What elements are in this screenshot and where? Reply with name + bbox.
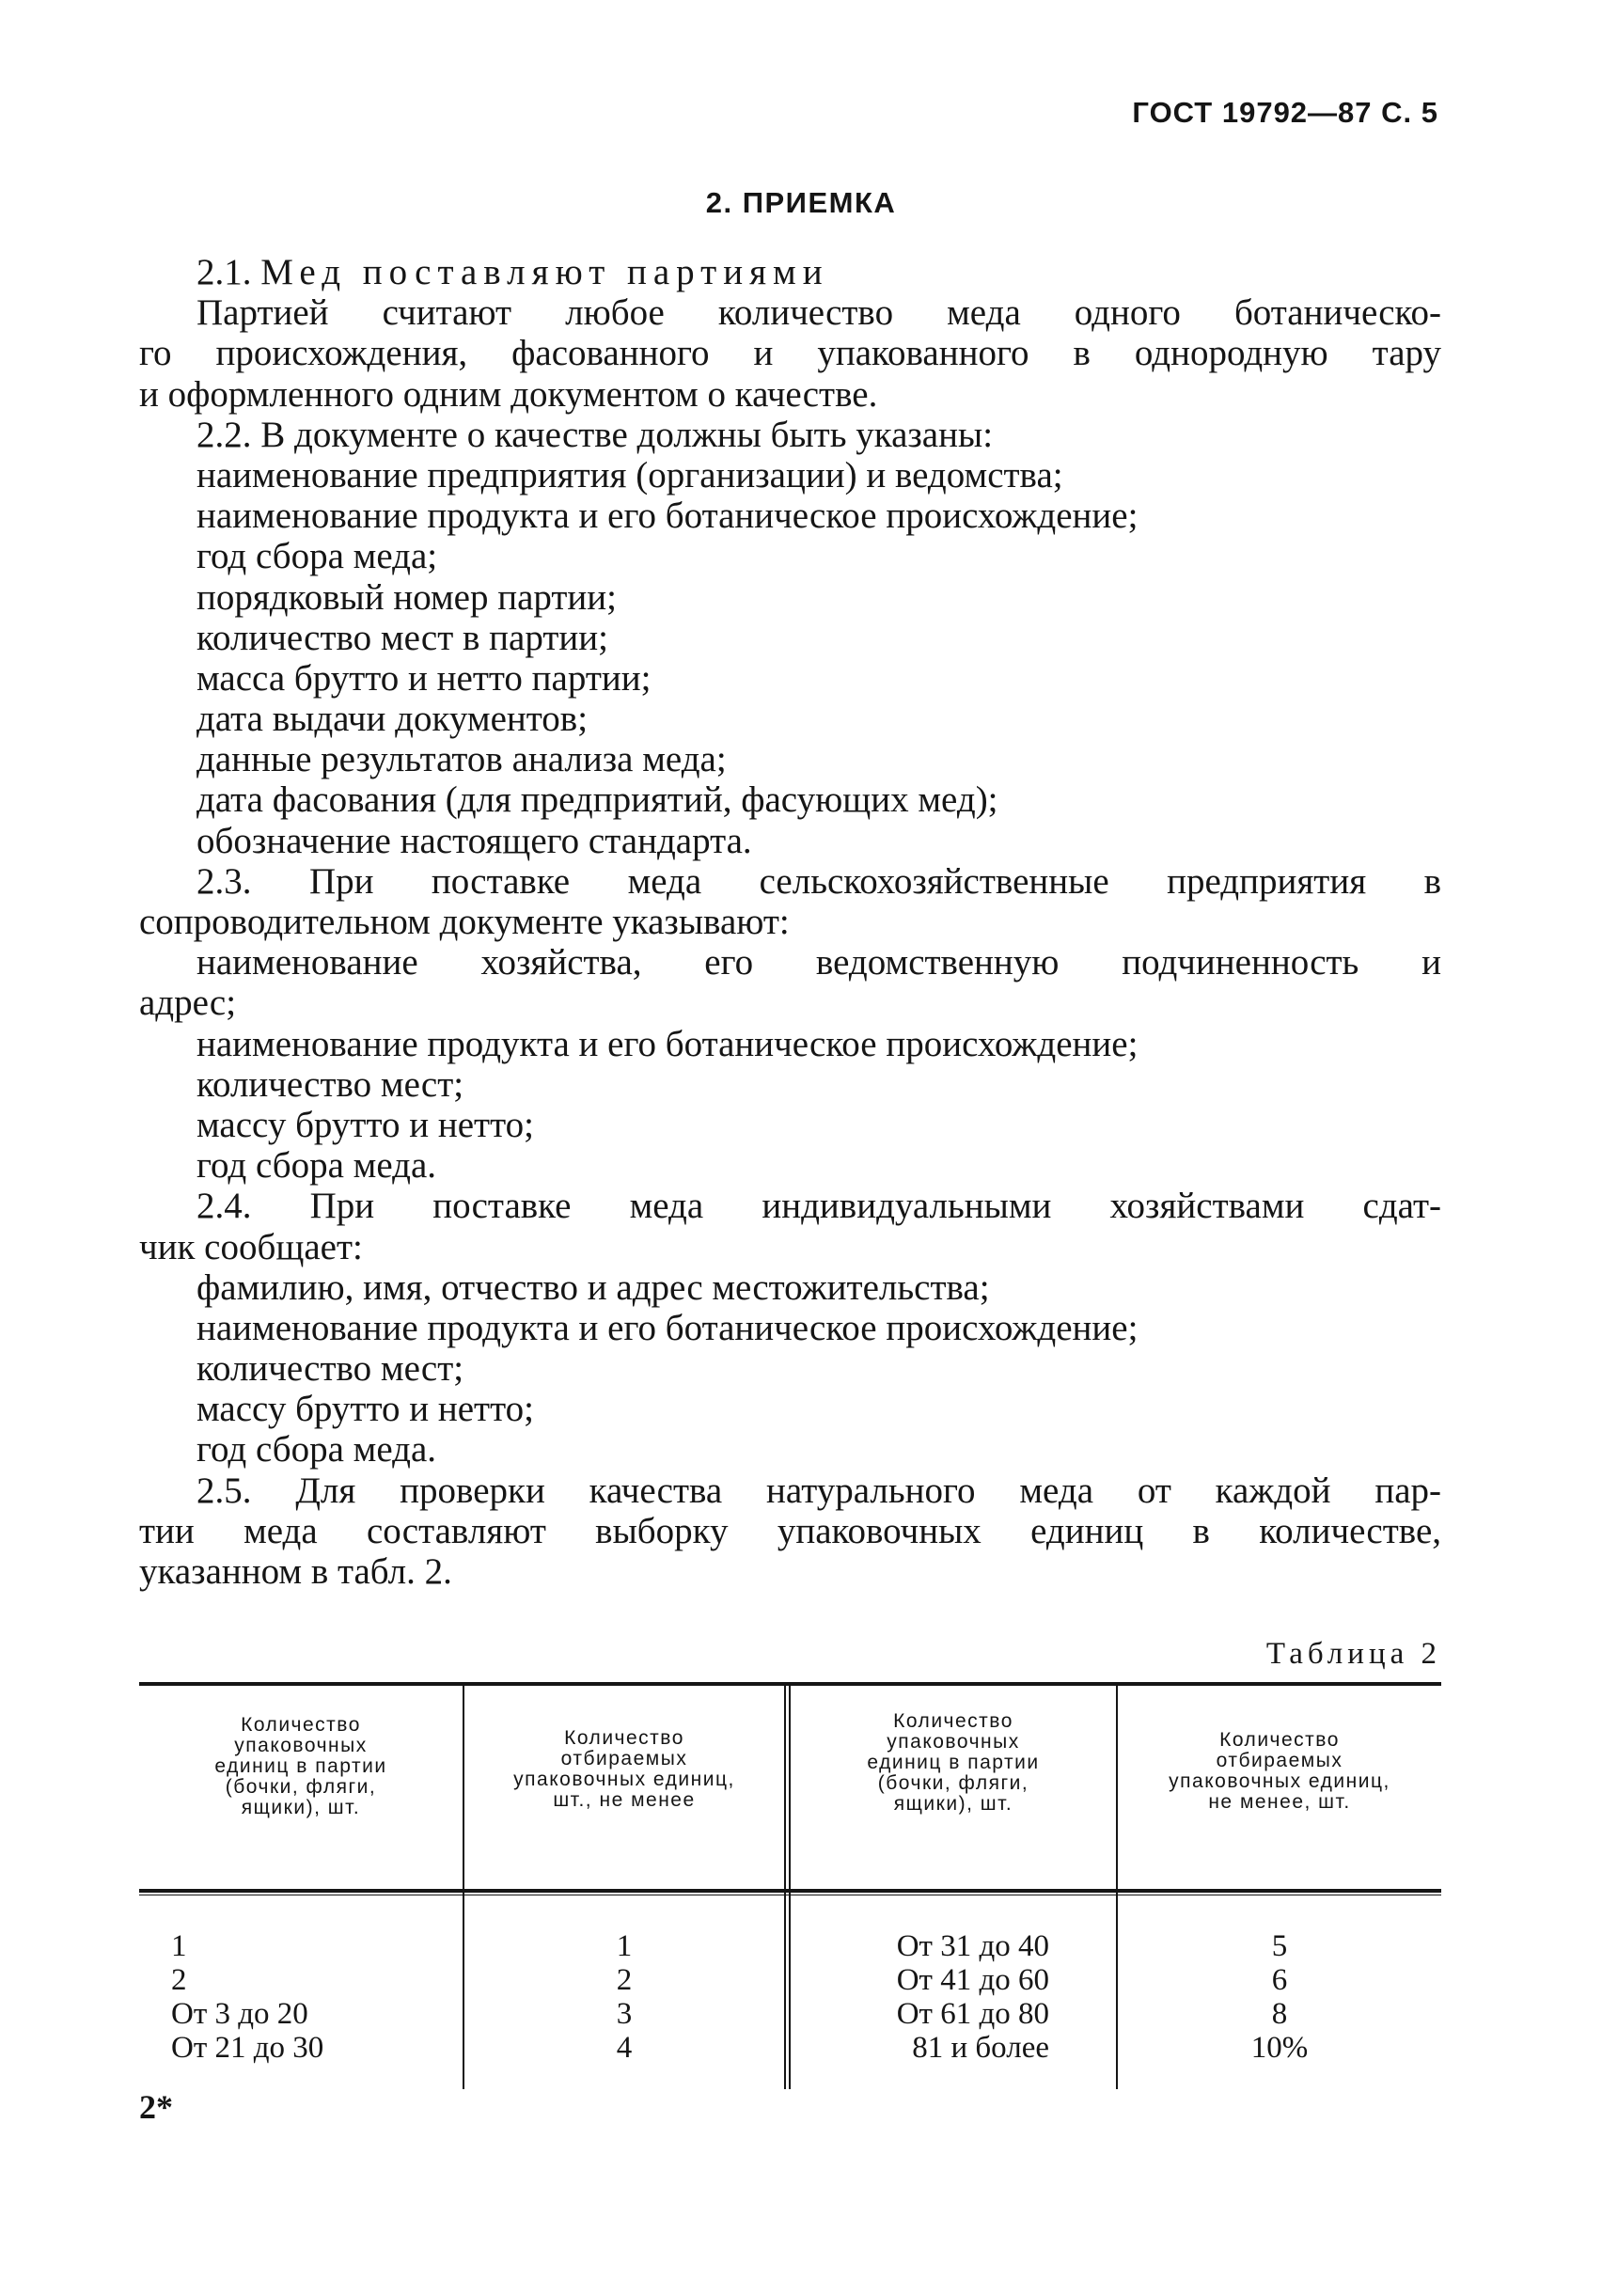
table-header-cell: Количество отбираемых упаковочных единиц, шт., не менее bbox=[513, 1727, 735, 1811]
table-column-3 bbox=[852, 1929, 1049, 2065]
list-item: обозначение настоящего стандарта. bbox=[196, 820, 752, 861]
list-item: фамилию, имя, отчество и адрес местожительства; bbox=[196, 1266, 990, 1308]
list-item: массу брутто и нетто; bbox=[196, 1104, 534, 1145]
text-line: го происхождения, фасованного и упакованного в однородную тару bbox=[139, 333, 1441, 374]
table-cell: От 61 до 80 bbox=[896, 1997, 1049, 2031]
table-cell: 10% bbox=[1250, 2031, 1309, 2065]
table-cell: От 41 до 60 bbox=[896, 1963, 1049, 1997]
table-cell: 6 bbox=[1271, 1963, 1288, 1997]
table-cell: От 31 до 40 bbox=[896, 1929, 1049, 1963]
table-cell: 1 bbox=[616, 1929, 633, 1963]
table-cell: 8 bbox=[1271, 1997, 1288, 2031]
text-line: 2.4. При поставке меда индивидуальными хозяйствами сдат- bbox=[196, 1186, 1441, 1227]
list-item: наименование предприятия (организации) и ведомства; bbox=[196, 454, 1063, 495]
list-item: порядковый номер партии; bbox=[196, 576, 618, 618]
paragraph-heading-spaced: Мед поставляют партиями bbox=[260, 252, 829, 292]
table-cell: 3 bbox=[616, 1997, 633, 2031]
table-header-cell: Количество отбираемых упаковочных единиц, не менее, шт. bbox=[1169, 1729, 1390, 1813]
text-line: указанном в табл. 2. bbox=[139, 1551, 452, 1592]
list-item: наименование продукта и его ботаническое происхождение; bbox=[196, 1307, 1139, 1348]
sample-size-table bbox=[139, 1675, 1441, 2089]
table-header-cell: Количество упаковочных единиц в партии (бочки, фляги, ящики), шт. bbox=[214, 1714, 387, 1818]
list-item: количество мест в партии; bbox=[196, 617, 608, 658]
list-item: количество мест; bbox=[196, 1063, 464, 1105]
table-cell: 4 bbox=[616, 2031, 633, 2065]
list-item: данные результатов анализа меда; bbox=[196, 739, 727, 780]
table-caption: Таблица 2 bbox=[1265, 1637, 1441, 1671]
text-line: 2.5. Для проверки качества натурального меда от каждой пар- bbox=[196, 1470, 1441, 1511]
table-cell: 5 bbox=[1271, 1929, 1288, 1963]
table-column-4 bbox=[1118, 1929, 1441, 2065]
list-item: массу брутто и нетто; bbox=[196, 1389, 534, 1430]
list-item: масса брутто и нетто партии; bbox=[196, 657, 652, 699]
text-line: чик сообщает: bbox=[139, 1226, 363, 1267]
list-item: год сбора меда. bbox=[196, 1429, 437, 1470]
list-item: год сбора меда. bbox=[196, 1145, 437, 1187]
text-line: тии меда составляют выборку упаковочных единиц в количестве, bbox=[139, 1510, 1441, 1551]
page-header: ГОСТ 19792—87 С. 5 bbox=[1132, 96, 1438, 129]
text-line: адрес; bbox=[139, 983, 237, 1024]
table-cell: 1 bbox=[171, 1929, 187, 1963]
list-item: количество мест; bbox=[196, 1348, 464, 1390]
list-item: наименование хозяйства, его ведомственную подчиненность и bbox=[196, 942, 1441, 983]
list-item: наименование продукта и его ботаническое происхождение; bbox=[196, 1023, 1139, 1064]
table-cell: 2 bbox=[171, 1963, 187, 1997]
list-item: наименование продукта и его ботаническое происхождение; bbox=[196, 495, 1139, 537]
table-cell: От 3 до 20 bbox=[171, 1997, 308, 2031]
paragraph-2-1-heading bbox=[139, 252, 1441, 292]
text-line: сопроводительном документе указывают: bbox=[139, 902, 790, 942]
list-item: дата выдачи документов; bbox=[196, 699, 589, 740]
text-line: 2.2. В документе о качестве должны быть указаны: bbox=[196, 414, 994, 455]
list-item: год сбора меда; bbox=[196, 536, 438, 577]
table-cell: От 21 до 30 bbox=[171, 2031, 324, 2065]
page-number: 2* bbox=[139, 2088, 173, 2126]
table-column-2 bbox=[464, 1929, 784, 2065]
paragraph-number: 2.1. bbox=[196, 252, 252, 292]
section-title: 2. ПРИЕМКА bbox=[705, 186, 897, 219]
table-cell: 2 bbox=[616, 1963, 633, 1997]
table-column-1 bbox=[171, 1929, 323, 2065]
list-item: дата фасования (для предприятий, фасующих мед); bbox=[196, 779, 998, 821]
body-text bbox=[139, 252, 1441, 1592]
text-line: и оформленного одним документом о качестве. bbox=[139, 373, 878, 415]
table-cell: 81 и более bbox=[912, 2031, 1049, 2065]
text-line: Партией считают любое количество меда одного ботаническо- bbox=[196, 292, 1441, 334]
text-line: 2.3. При поставке меда сельскохозяйственные предприятия в bbox=[196, 860, 1441, 902]
column-divider bbox=[784, 1683, 786, 2089]
table-header-cell: Количество упаковочных единиц в партии (бочки, фляги, ящики), шт. bbox=[867, 1710, 1040, 1815]
